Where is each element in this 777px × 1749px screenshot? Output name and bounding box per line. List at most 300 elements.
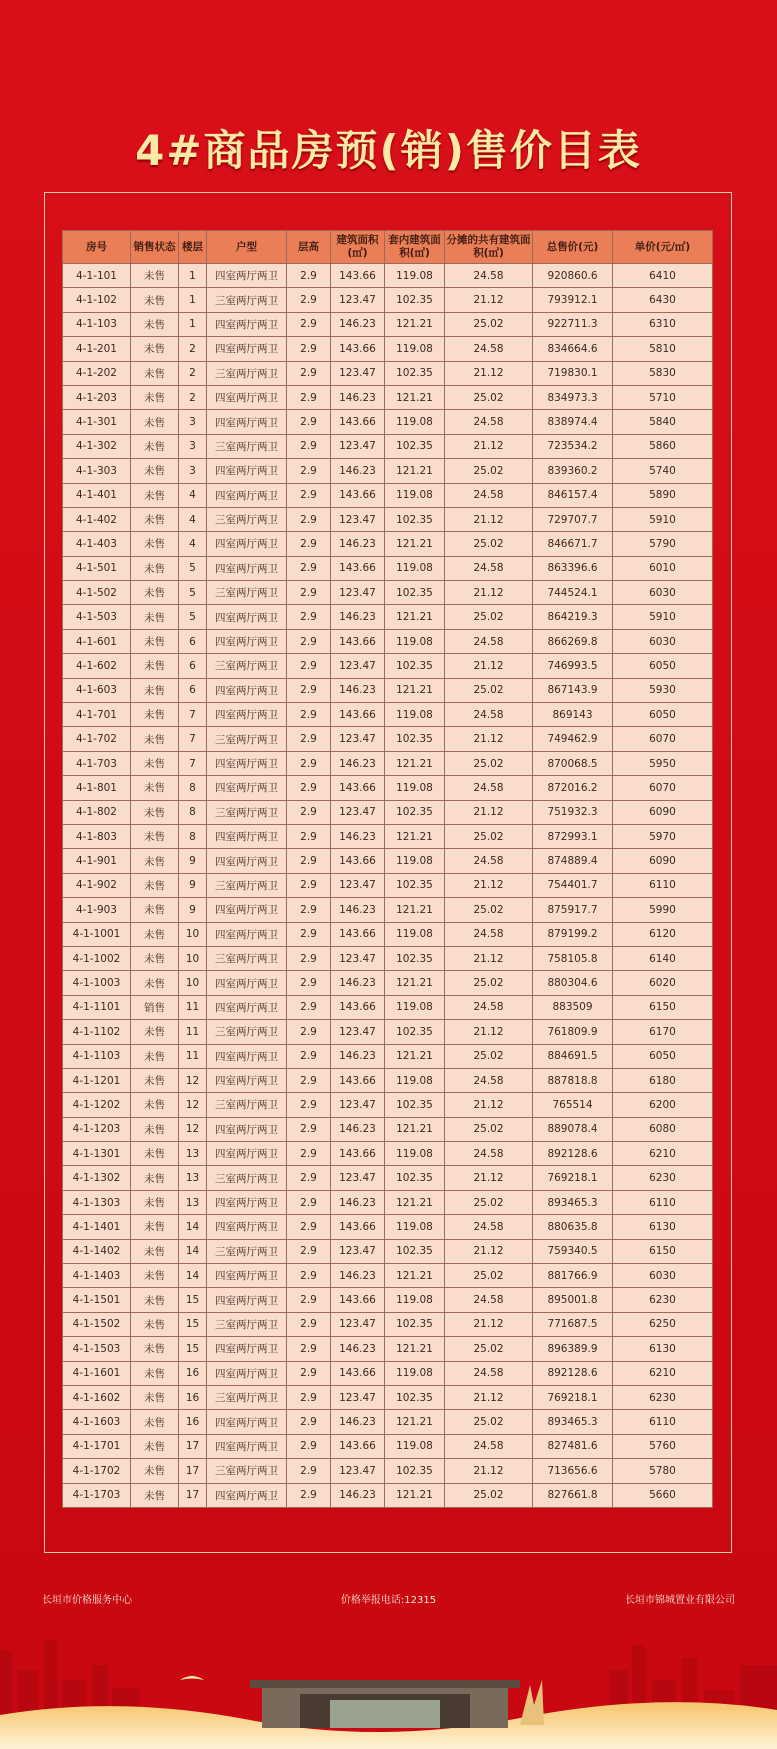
table-row	[63, 776, 713, 800]
table-cell: 四室两厅两卫	[207, 824, 287, 848]
table-cell: 四室两厅两卫	[207, 678, 287, 702]
table-cell: 未售	[131, 1044, 179, 1068]
table-cell: 123.47	[331, 873, 385, 897]
table-cell: 未售	[131, 849, 179, 873]
table-body	[63, 264, 713, 1508]
table-cell: 143.66	[331, 556, 385, 580]
table-cell: 146.23	[331, 312, 385, 336]
table-cell: 2.9	[287, 1288, 331, 1312]
table-cell: 875917.7	[533, 898, 613, 922]
table-cell: 102.35	[385, 434, 445, 458]
table-cell: 3	[179, 434, 207, 458]
table-cell: 四室两厅两卫	[207, 922, 287, 946]
table-cell: 119.08	[385, 1361, 445, 1385]
price-table	[62, 230, 713, 1508]
table-cell: 4-1-1602	[63, 1385, 131, 1409]
footer-left: 长垣市价格服务中心	[42, 1595, 132, 1606]
table-cell: 881766.9	[533, 1264, 613, 1288]
table-cell: 25.02	[445, 312, 533, 336]
table-row	[63, 654, 713, 678]
table-cell: 119.08	[385, 556, 445, 580]
column-header: 户型	[207, 231, 287, 264]
table-row	[63, 434, 713, 458]
table-cell: 2.9	[287, 654, 331, 678]
table-cell: 6150	[613, 1239, 713, 1263]
table-cell: 4-1-1201	[63, 1068, 131, 1092]
table-cell: 8	[179, 800, 207, 824]
table-cell: 834664.6	[533, 337, 613, 361]
table-row	[63, 361, 713, 385]
table-cell: 6	[179, 629, 207, 653]
table-cell: 四室两厅两卫	[207, 1044, 287, 1068]
table-cell: 24.58	[445, 1142, 533, 1166]
table-cell: 146.23	[331, 751, 385, 775]
table-cell: 未售	[131, 288, 179, 312]
table-cell: 24.58	[445, 922, 533, 946]
table-cell: 三室两厅两卫	[207, 507, 287, 531]
table-cell: 10	[179, 946, 207, 970]
table-cell: 三室两厅两卫	[207, 434, 287, 458]
table-cell: 未售	[131, 410, 179, 434]
table-cell: 6200	[613, 1093, 713, 1117]
table-cell: 21.12	[445, 1166, 533, 1190]
table-cell: 21.12	[445, 1020, 533, 1044]
table-cell: 102.35	[385, 1239, 445, 1263]
table-cell: 4-1-703	[63, 751, 131, 775]
table-cell: 102.35	[385, 361, 445, 385]
table-cell: 未售	[131, 629, 179, 653]
table-cell: 5790	[613, 532, 713, 556]
table-cell: 102.35	[385, 1459, 445, 1483]
table-cell: 6110	[613, 1410, 713, 1434]
table-cell: 869143	[533, 703, 613, 727]
table-cell: 16	[179, 1410, 207, 1434]
table-cell: 121.21	[385, 1264, 445, 1288]
table-cell: 119.08	[385, 849, 445, 873]
table-row	[63, 1142, 713, 1166]
column-header: 分摊的共有建筑面积(㎡)	[445, 231, 533, 264]
table-cell: 未售	[131, 459, 179, 483]
table-cell: 未售	[131, 507, 179, 531]
table-cell: 21.12	[445, 361, 533, 385]
table-cell: 4-1-403	[63, 532, 131, 556]
table-cell: 5	[179, 605, 207, 629]
table-cell: 123.47	[331, 361, 385, 385]
table-cell: 884691.5	[533, 1044, 613, 1068]
table-cell: 119.08	[385, 995, 445, 1019]
table-cell: 25.02	[445, 1410, 533, 1434]
table-cell: 2	[179, 385, 207, 409]
table-cell: 25.02	[445, 751, 533, 775]
table-cell: 未售	[131, 1288, 179, 1312]
table-cell: 863396.6	[533, 556, 613, 580]
table-cell: 6430	[613, 288, 713, 312]
table-cell: 143.66	[331, 629, 385, 653]
table-cell: 17	[179, 1459, 207, 1483]
table-cell: 121.21	[385, 605, 445, 629]
table-cell: 2.9	[287, 434, 331, 458]
table-row	[63, 703, 713, 727]
table-cell: 四室两厅两卫	[207, 995, 287, 1019]
table-cell: 729707.7	[533, 507, 613, 531]
table-cell: 102.35	[385, 581, 445, 605]
table-cell: 四室两厅两卫	[207, 1190, 287, 1214]
table-cell: 146.23	[331, 824, 385, 848]
table-row	[63, 873, 713, 897]
table-cell: 未售	[131, 581, 179, 605]
table-cell: 2.9	[287, 1215, 331, 1239]
table-cell: 2.9	[287, 971, 331, 995]
table-row	[63, 1093, 713, 1117]
table-cell: 6130	[613, 1337, 713, 1361]
table-row	[63, 581, 713, 605]
column-header: 单价(元/㎡)	[613, 231, 713, 264]
table-cell: 三室两厅两卫	[207, 1312, 287, 1336]
table-cell: 4-1-401	[63, 483, 131, 507]
table-row	[63, 922, 713, 946]
table-cell: 5840	[613, 410, 713, 434]
table-cell: 4-1-802	[63, 800, 131, 824]
table-cell: 119.08	[385, 410, 445, 434]
table-cell: 四室两厅两卫	[207, 459, 287, 483]
table-cell: 123.47	[331, 946, 385, 970]
table-cell: 2.9	[287, 312, 331, 336]
table-cell: 4-1-801	[63, 776, 131, 800]
table-cell: 三室两厅两卫	[207, 1459, 287, 1483]
table-cell: 1	[179, 288, 207, 312]
table-cell: 892128.6	[533, 1142, 613, 1166]
table-cell: 4-1-203	[63, 385, 131, 409]
table-cell: 723534.2	[533, 434, 613, 458]
table-cell: 769218.1	[533, 1166, 613, 1190]
table-cell: 146.23	[331, 1117, 385, 1141]
table-cell: 6230	[613, 1288, 713, 1312]
table-cell: 121.21	[385, 459, 445, 483]
table-cell: 4-1-601	[63, 629, 131, 653]
table-cell: 761809.9	[533, 1020, 613, 1044]
table-cell: 749462.9	[533, 727, 613, 751]
table-cell: 123.47	[331, 1020, 385, 1044]
table-cell: 9	[179, 849, 207, 873]
table-cell: 2.9	[287, 629, 331, 653]
table-cell: 5810	[613, 337, 713, 361]
table-cell: 121.21	[385, 312, 445, 336]
table-cell: 三室两厅两卫	[207, 1239, 287, 1263]
table-cell: 2.9	[287, 264, 331, 288]
table-cell: 四室两厅两卫	[207, 1068, 287, 1092]
table-cell: 25.02	[445, 1117, 533, 1141]
table-cell: 21.12	[445, 1312, 533, 1336]
table-cell: 102.35	[385, 1312, 445, 1336]
table-row	[63, 459, 713, 483]
table-cell: 102.35	[385, 1385, 445, 1409]
table-cell: 121.21	[385, 678, 445, 702]
table-cell: 846157.4	[533, 483, 613, 507]
table-cell: 121.21	[385, 1044, 445, 1068]
table-row	[63, 1337, 713, 1361]
table-cell: 744524.1	[533, 581, 613, 605]
table-cell: 24.58	[445, 556, 533, 580]
table-cell: 6080	[613, 1117, 713, 1141]
table-cell: 6	[179, 654, 207, 678]
table-cell: 21.12	[445, 1239, 533, 1263]
table-cell: 销售	[131, 995, 179, 1019]
table-cell: 143.66	[331, 1142, 385, 1166]
table-cell: 4-1-1102	[63, 1020, 131, 1044]
table-cell: 11	[179, 1044, 207, 1068]
table-cell: 102.35	[385, 654, 445, 678]
table-cell: 未售	[131, 337, 179, 361]
table-cell: 未售	[131, 727, 179, 751]
table-cell: 四室两厅两卫	[207, 264, 287, 288]
table-cell: 21.12	[445, 434, 533, 458]
table-cell: 146.23	[331, 459, 385, 483]
table-cell: 872993.1	[533, 824, 613, 848]
table-cell: 13	[179, 1190, 207, 1214]
table-cell: 6050	[613, 703, 713, 727]
table-cell: 21.12	[445, 873, 533, 897]
table-cell: 四室两厅两卫	[207, 556, 287, 580]
table-cell: 5860	[613, 434, 713, 458]
table-cell: 143.66	[331, 1361, 385, 1385]
table-cell: 2.9	[287, 1385, 331, 1409]
column-header: 建筑面积(㎡)	[331, 231, 385, 264]
table-cell: 143.66	[331, 849, 385, 873]
table-cell: 880635.8	[533, 1215, 613, 1239]
table-cell: 4-1-502	[63, 581, 131, 605]
table-cell: 4-1-903	[63, 898, 131, 922]
table-row	[63, 385, 713, 409]
table-cell: 102.35	[385, 873, 445, 897]
table-cell: 四室两厅两卫	[207, 971, 287, 995]
table-cell: 119.08	[385, 337, 445, 361]
table-cell: 146.23	[331, 1337, 385, 1361]
table-cell: 2	[179, 361, 207, 385]
table-cell: 未售	[131, 1215, 179, 1239]
table-cell: 121.21	[385, 898, 445, 922]
table-cell: 4-1-603	[63, 678, 131, 702]
table-cell: 9	[179, 898, 207, 922]
table-cell: 4-1-201	[63, 337, 131, 361]
table-cell: 4-1-503	[63, 605, 131, 629]
table-row	[63, 1044, 713, 1068]
table-cell: 123.47	[331, 1385, 385, 1409]
table-cell: 119.08	[385, 703, 445, 727]
table-cell: 四室两厅两卫	[207, 1215, 287, 1239]
table-cell: 2.9	[287, 605, 331, 629]
table-cell: 10	[179, 971, 207, 995]
table-cell: 未售	[131, 1239, 179, 1263]
table-cell: 839360.2	[533, 459, 613, 483]
table-row	[63, 532, 713, 556]
table-cell: 13	[179, 1142, 207, 1166]
table-cell: 121.21	[385, 532, 445, 556]
table-cell: 未售	[131, 532, 179, 556]
table-cell: 123.47	[331, 507, 385, 531]
table-cell: 15	[179, 1337, 207, 1361]
table-cell: 6070	[613, 776, 713, 800]
table-cell: 6110	[613, 873, 713, 897]
table-cell: 4-1-1202	[63, 1093, 131, 1117]
table-cell: 4-1-1402	[63, 1239, 131, 1263]
table-cell: 四室两厅两卫	[207, 849, 287, 873]
table-cell: 三室两厅两卫	[207, 946, 287, 970]
table-cell: 2.9	[287, 507, 331, 531]
table-cell: 758105.8	[533, 946, 613, 970]
table-cell: 2.9	[287, 1337, 331, 1361]
table-cell: 24.58	[445, 483, 533, 507]
table-cell: 879199.2	[533, 922, 613, 946]
table-cell: 三室两厅两卫	[207, 361, 287, 385]
table-cell: 25.02	[445, 971, 533, 995]
table-cell: 102.35	[385, 1020, 445, 1044]
table-cell: 未售	[131, 1190, 179, 1214]
table-cell: 4-1-1101	[63, 995, 131, 1019]
table-cell: 771687.5	[533, 1312, 613, 1336]
table-cell: 880304.6	[533, 971, 613, 995]
table-row	[63, 1068, 713, 1092]
table-cell: 13	[179, 1166, 207, 1190]
table-row	[63, 1166, 713, 1190]
table-cell: 四室两厅两卫	[207, 312, 287, 336]
table-cell: 2.9	[287, 824, 331, 848]
table-cell: 143.66	[331, 410, 385, 434]
table-cell: 893465.3	[533, 1190, 613, 1214]
table-cell: 未售	[131, 971, 179, 995]
table-cell: 4-1-1703	[63, 1483, 131, 1507]
table-cell: 9	[179, 873, 207, 897]
table-cell: 889078.4	[533, 1117, 613, 1141]
table-cell: 4-1-1003	[63, 971, 131, 995]
table-cell: 143.66	[331, 337, 385, 361]
table-cell: 未售	[131, 1166, 179, 1190]
table-row	[63, 1239, 713, 1263]
table-cell: 4-1-1502	[63, 1312, 131, 1336]
table-cell: 119.08	[385, 922, 445, 946]
table-cell: 2.9	[287, 1434, 331, 1458]
table-cell: 2.9	[287, 1020, 331, 1044]
table-cell: 24.58	[445, 629, 533, 653]
table-cell: 16	[179, 1361, 207, 1385]
table-cell: 2.9	[287, 1117, 331, 1141]
table-cell: 25.02	[445, 385, 533, 409]
table-cell: 123.47	[331, 1239, 385, 1263]
table-cell: 24.58	[445, 264, 533, 288]
table-cell: 4-1-803	[63, 824, 131, 848]
table-cell: 4-1-402	[63, 507, 131, 531]
table-cell: 未售	[131, 605, 179, 629]
table-cell: 4-1-202	[63, 361, 131, 385]
table-cell: 未售	[131, 1385, 179, 1409]
table-cell: 7	[179, 703, 207, 727]
table-row	[63, 1361, 713, 1385]
table-cell: 119.08	[385, 483, 445, 507]
table-cell: 24.58	[445, 849, 533, 873]
table-cell: 4-1-1401	[63, 1215, 131, 1239]
table-cell: 21.12	[445, 727, 533, 751]
table-cell: 793912.1	[533, 288, 613, 312]
table-cell: 864219.3	[533, 605, 613, 629]
table-cell: 8	[179, 824, 207, 848]
table-cell: 2.9	[287, 776, 331, 800]
table-cell: 2.9	[287, 946, 331, 970]
table-row	[63, 605, 713, 629]
table-cell: 146.23	[331, 385, 385, 409]
table-cell: 6030	[613, 1264, 713, 1288]
table-cell: 5930	[613, 678, 713, 702]
table-cell: 四室两厅两卫	[207, 337, 287, 361]
table-cell: 2.9	[287, 1044, 331, 1068]
table-cell: 15	[179, 1312, 207, 1336]
table-cell: 24.58	[445, 776, 533, 800]
table-cell: 11	[179, 995, 207, 1019]
table-cell: 4-1-302	[63, 434, 131, 458]
table-row	[63, 1264, 713, 1288]
table-cell: 5890	[613, 483, 713, 507]
table-cell: 6010	[613, 556, 713, 580]
table-cell: 未售	[131, 1337, 179, 1361]
table-cell: 123.47	[331, 288, 385, 312]
table-cell: 四室两厅两卫	[207, 898, 287, 922]
table-cell: 123.47	[331, 1459, 385, 1483]
table-row	[63, 678, 713, 702]
table-cell: 4-1-1103	[63, 1044, 131, 1068]
table-cell: 123.47	[331, 581, 385, 605]
table-cell: 2.9	[287, 337, 331, 361]
table-cell: 未售	[131, 434, 179, 458]
table-cell: 102.35	[385, 1093, 445, 1117]
table-cell: 三室两厅两卫	[207, 1093, 287, 1117]
table-cell: 123.47	[331, 1312, 385, 1336]
table-row	[63, 264, 713, 288]
table-cell: 146.23	[331, 1044, 385, 1068]
table-cell: 146.23	[331, 1483, 385, 1507]
table-cell: 5740	[613, 459, 713, 483]
table-cell: 2.9	[287, 1068, 331, 1092]
table-cell: 123.47	[331, 654, 385, 678]
table-cell: 119.08	[385, 776, 445, 800]
price-table-panel	[62, 230, 712, 1508]
table-cell: 未售	[131, 556, 179, 580]
table-cell: 5660	[613, 1483, 713, 1507]
table-row	[63, 1190, 713, 1214]
table-cell: 6230	[613, 1385, 713, 1409]
table-row	[63, 1483, 713, 1507]
table-cell: 未售	[131, 483, 179, 507]
table-cell: 未售	[131, 385, 179, 409]
table-row	[63, 971, 713, 995]
table-row	[63, 410, 713, 434]
table-cell: 6130	[613, 1215, 713, 1239]
table-cell: 4	[179, 483, 207, 507]
table-cell: 838974.4	[533, 410, 613, 434]
table-cell: 102.35	[385, 288, 445, 312]
table-cell: 7	[179, 751, 207, 775]
table-cell: 三室两厅两卫	[207, 1166, 287, 1190]
table-cell: 2.9	[287, 1190, 331, 1214]
table-cell: 2.9	[287, 800, 331, 824]
table-cell: 未售	[131, 800, 179, 824]
table-cell: 4-1-1203	[63, 1117, 131, 1141]
table-cell: 未售	[131, 1117, 179, 1141]
table-cell: 4-1-901	[63, 849, 131, 873]
table-cell: 25.02	[445, 1044, 533, 1068]
table-cell: 25.02	[445, 678, 533, 702]
table-cell: 6410	[613, 264, 713, 288]
table-cell: 6120	[613, 922, 713, 946]
table-cell: 未售	[131, 751, 179, 775]
table-cell: 未售	[131, 1093, 179, 1117]
